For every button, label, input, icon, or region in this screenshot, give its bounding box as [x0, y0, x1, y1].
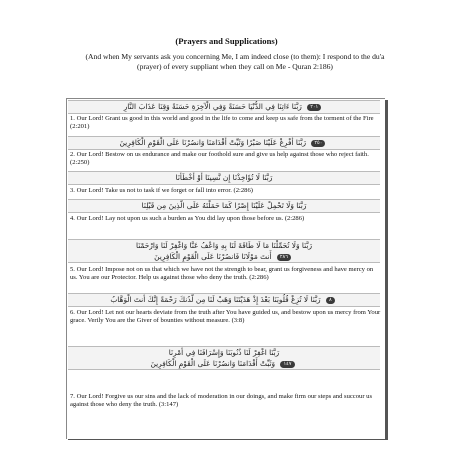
prayer-5-english: 5. Our Lord! Impose not on us that which we have not the strength to bear, grant us forgiveness and have mercy on us. You are our Protector. Help us against those who deny the truth. (2:286) [70, 266, 374, 281]
ayah-badge: ٢٨٦ [277, 254, 291, 261]
ayah-badge: ٨ [326, 297, 335, 304]
arabic-text: رَبَّنَا اغْفِرْ لَنَا ذُنُوبَنَا وَإِسْرَافَنَا فِي أَمْرِنَا [168, 348, 280, 357]
page-title: (Prayers and Supplications) [175, 36, 278, 46]
prayer-4-english: 4. Our Lord! Lay not upon us such a burden as You did lay upon those before us. (2:286) [70, 215, 305, 222]
prayer-4-arabic [68, 199, 380, 213]
prayer-6-english: 6. Our Lord! Let not our hearts deviate from the truth after You have guided us, and bestow upon us mercy from Your grace. Verily You are the Giver of bounties without measure. (3:8) [70, 309, 381, 324]
arabic-text: رَبَّنَا أَفْرِغْ عَلَيْنَا صَبْرًا وَثَبِّتْ أَقْدَامَنَا وَانصُرْنَا عَلَى الْقَوْمِ الْكَافِرِينَ [119, 138, 307, 147]
arabic-text: رَبَّنَا لَا تُزِغْ قُلُوبَنَا بَعْدَ إِذْ هَدَيْتَنَا وَهَبْ لَنَا مِن لَّدُنكَ رَحْمَةً إِنَّكَ أَنتَ الْوَهَّابُ [110, 295, 321, 304]
arabic-text: رَبَّنَا لَا تُؤَاخِذْنَا إِن نَّسِينَا أَوْ أَخْطَأْنَا [175, 173, 273, 182]
prayer-6-arabic [68, 293, 380, 307]
frame-shadow-right [385, 100, 388, 439]
prayer-7-arabic [68, 346, 380, 370]
arabic-text-line-2: أَنتَ مَوْلَانَا فَانصُرْنَا عَلَى الْقَوْمِ الْكَافِرِينَ [154, 252, 272, 261]
ayah-badge: ١٤٧ [280, 361, 294, 368]
arabic-text: رَبَّنَا وَلَا تَحْمِلْ عَلَيْنَا إِصْرًا كَمَا حَمَلْتَهُ عَلَى الَّذِينَ مِن قَبْلِنَا [141, 201, 307, 210]
prayer-3-english: 3. Our Lord! Take us not to task if we forget or fall into error. (2:286) [70, 187, 253, 194]
arabic-text: رَبَّنَا ءَاتِنَا فِي الدُّنْيَا حَسَنَةً وَفِي الْآخِرَةِ حَسَنَةً وَقِنَا عَذَابَ النَّارِ [123, 102, 302, 111]
prayer-7-english: 7. Our Lord! Forgive us our sins and the lack of moderation in our doings, and make firm our steps and succour us against those who deny the truth. (3:147) [70, 393, 373, 408]
prayer-2-english: 2. Our Lord! Bestow on us endurance and make our foothold sure and give us help against those who reject faith. (2:250) [70, 151, 369, 166]
arabic-text-line-2: وَثَبِّتْ أَقْدَامَنَا وَانصُرْنَا عَلَى الْقَوْمِ الْكَافِرِينَ [150, 359, 276, 368]
prayer-3-arabic [68, 171, 380, 185]
ayah-badge: ٢٠١ [307, 104, 321, 111]
prayer-1-arabic [68, 100, 380, 114]
prayer-1-english: 1. Our Lord! Grant us good in this world and good in the life to come and keep us safe from the torment of the Fire (2:201) [70, 115, 374, 130]
ayah-badge: ٢٥٠ [311, 140, 325, 147]
prayer-2-arabic [68, 136, 380, 150]
arabic-text: رَبَّنَا وَلَا تُحَمِّلْنَا مَا لَا طَاقَةَ لَنَا بِهِ وَاعْفُ عَنَّا وَاغْفِرْ لَنَا وَارْحَمْنَا [135, 241, 313, 250]
prayer-5-arabic [68, 239, 380, 263]
intro-quote: (And when My servants ask you concerning Me, I am indeed close (to them): I respond to the du'a (prayer) of every suppliant when they call on Me - Quran 2:186) [85, 52, 385, 71]
